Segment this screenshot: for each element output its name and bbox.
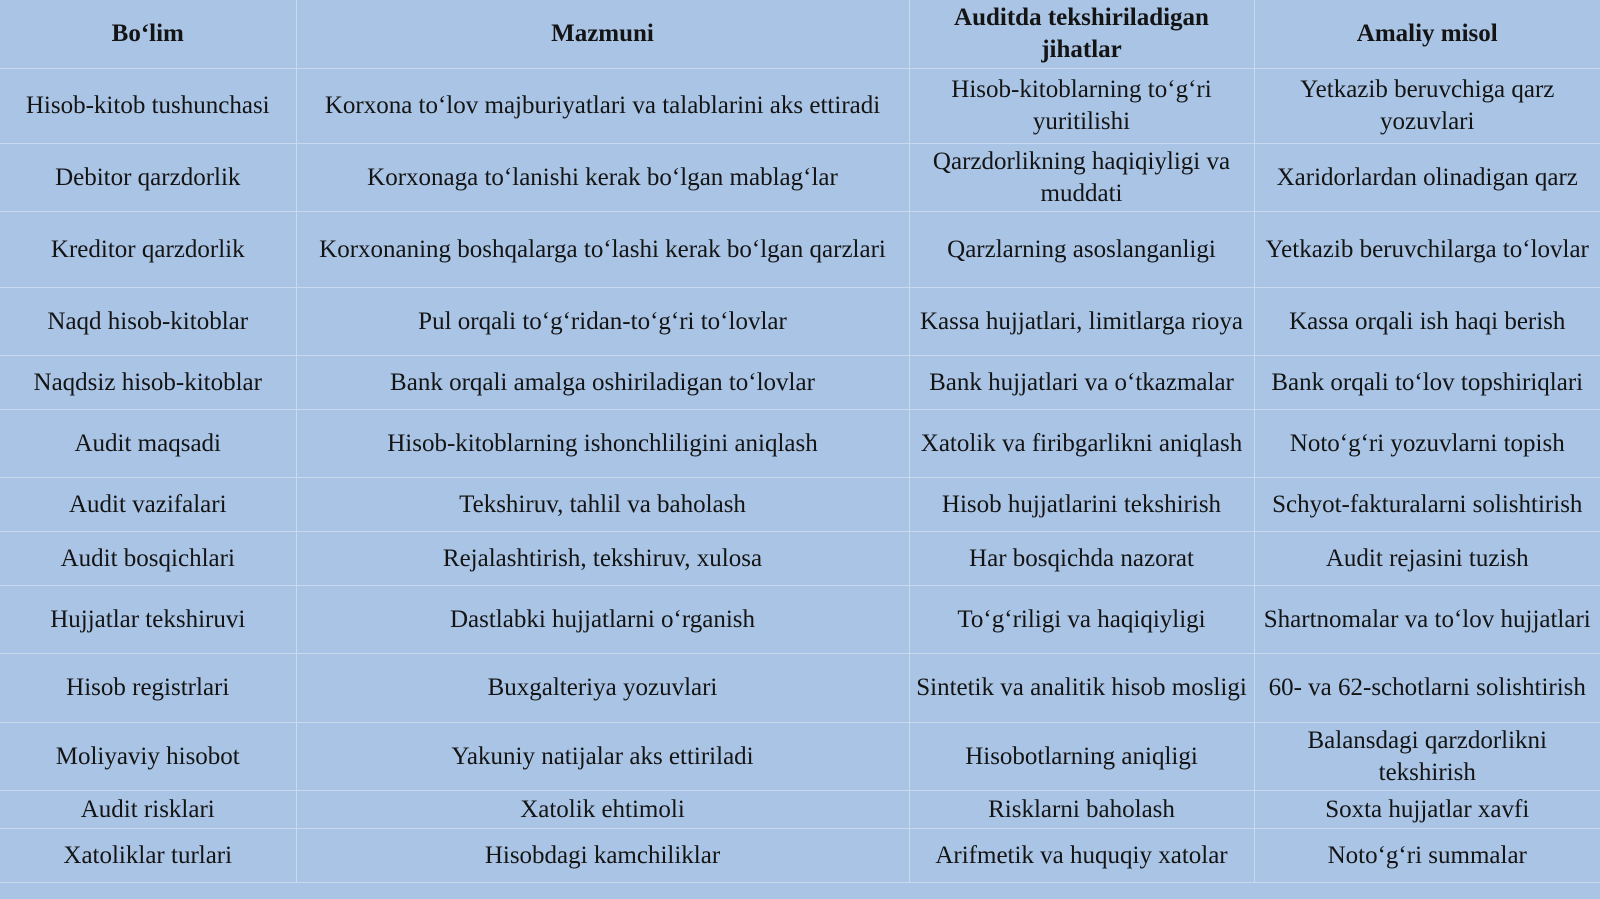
table-cell: To‘g‘riligi va haqiqiyligi [909,586,1254,654]
table-cell: Hisob registrlari [66,674,230,701]
table-cell: Rejalashtirish, tekshiruv, xulosa [296,532,909,586]
table-cell: Hisob-kitoblarning ishonchliligini aniqlash [296,410,909,478]
table-cell: Balansdagi qarzdorlikni tekshirish [1254,723,1600,791]
table-cell: Noto‘g‘ri summalar [1254,829,1600,883]
table-cell: Debitor qarzdorlik [55,163,241,191]
table-cell: Yakuniy natijalar aks ettiriladi [296,723,909,791]
table-cell: Bank orqali to‘lov topshiriqlari [1254,356,1600,410]
table-cell: Naqd hisob-kitoblar [47,307,249,335]
table-cell: Dastlabki hujjatlarni o‘rganish [296,586,909,654]
table-cell: Hisobdagi kamchiliklar [296,829,909,883]
table-cell: Audit rejasini tuzish [1254,532,1600,586]
table-cell: Audit maqsadi [74,429,221,457]
table-cell: Bank hujjatlari va o‘tkazmalar [909,356,1254,410]
table-cell: Hisobotlarning aniqligi [909,723,1254,791]
table-row [0,288,1600,356]
table-cell: Pul orqali to‘g‘ridan-to‘g‘ri to‘lovlar [296,288,909,356]
table-cell: Yetkazib beruvchiga qarz yozuvlari [1254,69,1600,144]
table-cell: Moliyaviy hisobot [55,742,240,770]
table-cell: Korxona to‘lov majburiyatlari va talablarini aks ettiradi [296,69,909,144]
table-row [0,791,1600,829]
table-cell: Kreditor qarzdorlik [50,235,245,263]
table-cell: Kassa orqali ish haqi berish [1254,288,1600,356]
table-cell: Xatolik va firibgarlikni aniqlash [909,410,1254,478]
table-cell: Schyot-fakturalarni solishtirish [1254,478,1600,532]
table-cell: Shartnomalar va to‘lov hujjatlari [1254,586,1600,654]
table-cell: Audit risklari [80,795,215,823]
table-cell: Audit bosqichlari [60,544,235,572]
table-cell: Yetkazib beruvchilarga to‘lovlar [1254,212,1600,288]
table-cell: Xatoliklar turlari [63,841,233,869]
table-row [0,829,1600,883]
header-row [0,0,1600,69]
table-cell: Soxta hujjatlar xavfi [1254,791,1600,829]
table-row [0,723,1600,791]
table-row [0,654,1600,723]
table-row [0,69,1600,144]
table-row [0,410,1600,478]
table-cell: Buxgalteriya yozuvlari [296,654,909,723]
table-cell: Hisob-kitoblarning to‘g‘ri yuritilishi [909,69,1254,144]
table-row [0,356,1600,410]
table-row [0,532,1600,586]
header-cell-section: Bo‘lim [111,20,184,47]
table-cell: Bank orqali amalga oshiriladigan to‘lovlar [296,356,909,410]
table-cell: Xatolik ehtimoli [296,791,909,829]
table-row [0,212,1600,288]
header-cell-audit-aspects: Auditda tekshiriladigan jihatlar [909,0,1254,69]
table-cell: Korxonaning boshqalarga to‘lashi kerak bo‘lgan qarzlari [296,212,909,288]
table-row [0,144,1600,212]
table-cell: Xaridorlardan olinadigan qarz [1254,144,1600,212]
table-cell: Hujjatlar tekshiruvi [50,605,246,633]
table-cell: Hisob hujjatlarini tekshirish [909,478,1254,532]
header-cell-content: Mazmuni [296,0,909,69]
table-cell: Risklarni baholash [909,791,1254,829]
table-cell: Qarzdorlikning haqiqiyligi va muddati [909,144,1254,212]
table-cell: Naqdsiz hisob-kitoblar [33,368,262,396]
table-row [0,586,1600,654]
table-cell: Audit vazifalari [68,490,227,518]
table-cell: Arifmetik va huquqiy xatolar [909,829,1254,883]
table-cell: Har bosqichda nazorat [909,532,1254,586]
table-cell: Sintetik va analitik hisob mosligi [909,654,1254,723]
table-cell: Korxonaga to‘lanishi kerak bo‘lgan mablag‘lar [296,144,909,212]
table-cell: Noto‘g‘ri yozuvlarni topish [1254,410,1600,478]
table-cell: Hisob-kitob tushunchasi [25,92,270,119]
table-cell: Kassa hujjatlari, limitlarga rioya [909,288,1254,356]
table-row [0,478,1600,532]
table-cell: 60- va 62-schotlarni solishtirish [1254,654,1600,723]
table-cell: Tekshiruv, tahlil va baholash [296,478,909,532]
header-cell-practical-example: Amaliy misol [1254,0,1600,69]
table-cell: Qarzlarning asoslanganligi [909,212,1254,288]
